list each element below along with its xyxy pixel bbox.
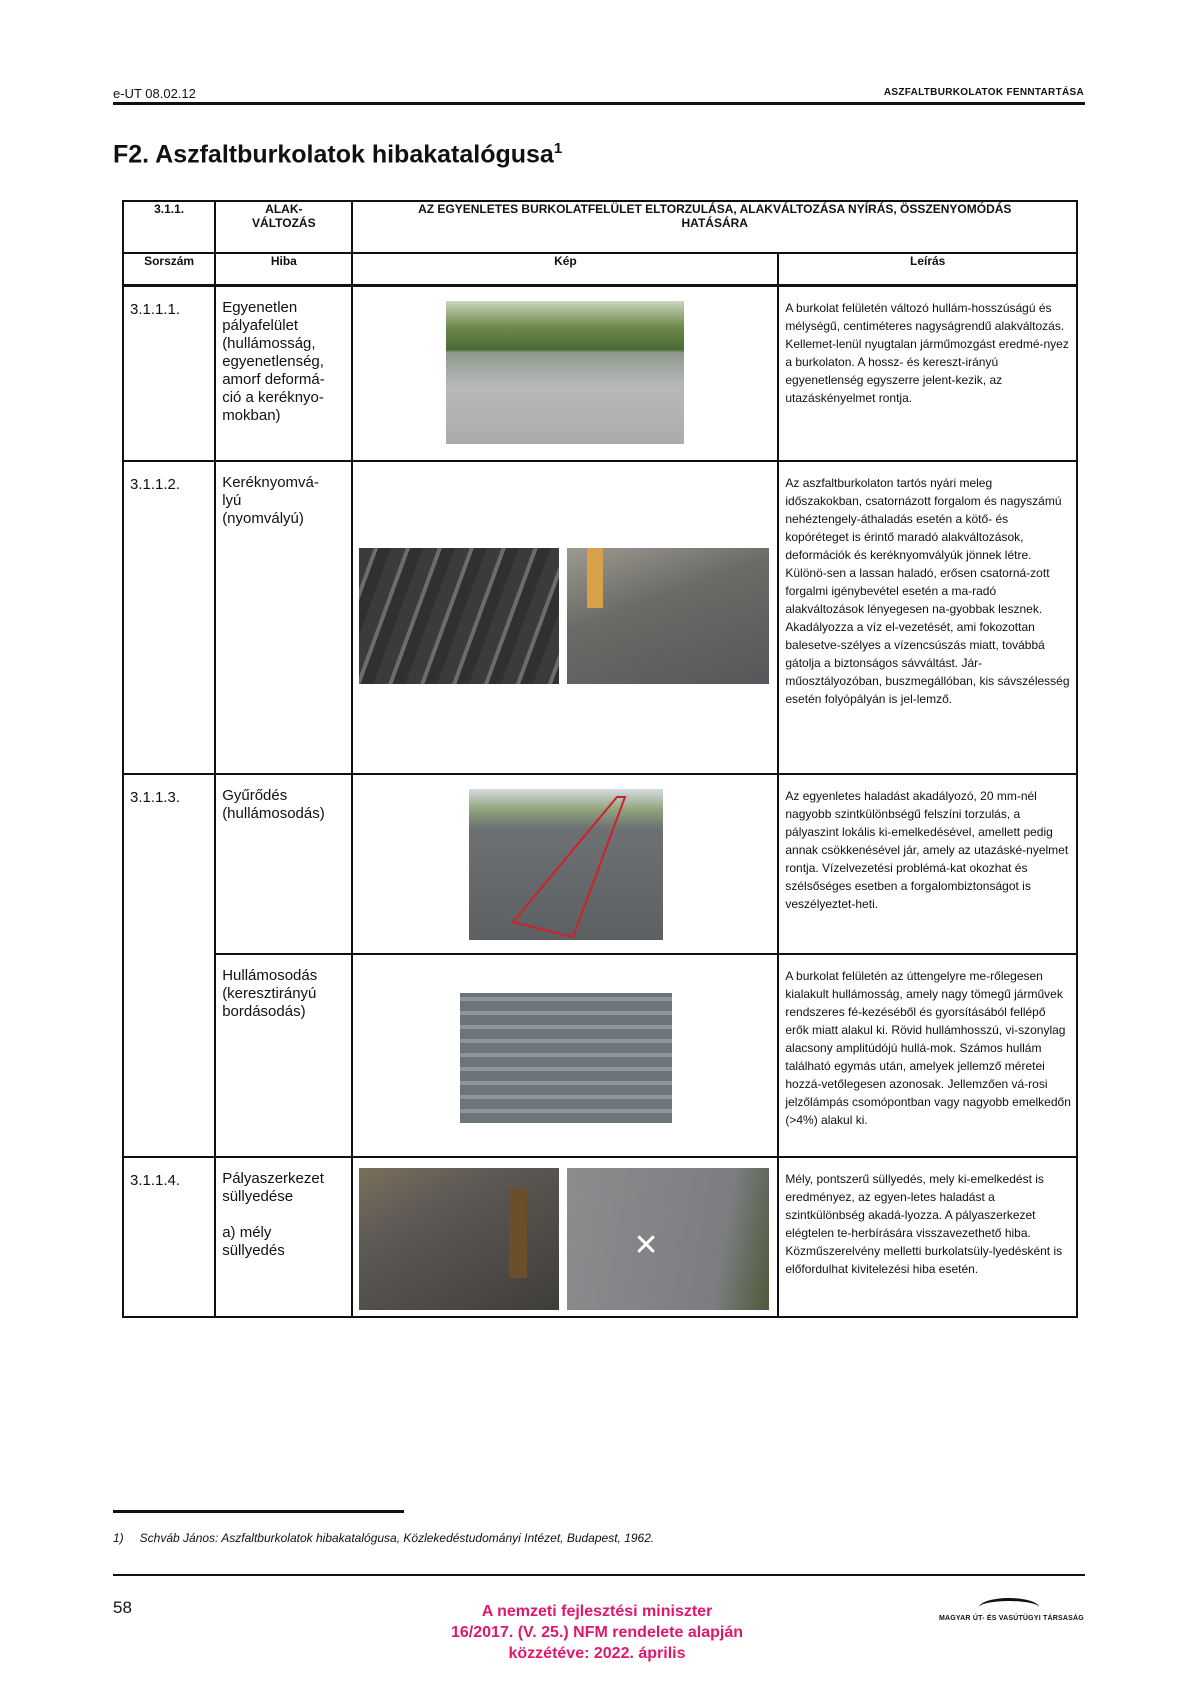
defect-catalog-table <box>122 200 1078 1318</box>
publication-line-1: A nemzeti fejlesztési miniszter <box>481 1603 713 1620</box>
group-category: ALAK- VÁLTOZÁS <box>215 201 352 253</box>
row-defect-name: Egyenetlen pályafelület (hullámosság, egyenetlenség, amorf deformá- ció a keréknyo- mokban) <box>215 286 352 461</box>
row-image-cell <box>352 774 778 954</box>
row-description: Mély, pontszerű süllyedés, mely ki-emelkedést is eredményez, az egyen-letes haladást a szintkülönbség akadá-lyozza. A pályaszerkezet elégtelen te-herbírására visszavezethető hiba. Közműszerelvény melletti burkolatsüly-lyedésként is előfordulhat kivitelezési hiba esetén. <box>778 1157 1077 1317</box>
col-header-sorszam: Sorszám <box>123 253 215 286</box>
row-description: A burkolat felületén az úttengelyre me-rőlegesen kialakult hullámosság, amely nagy tömegű járművek rendszeres fé-kezéséből és gyorsításából fellépő erők miatt alakul ki. Rövid hullámhosszú, vi-szonylag alacsony amplitúdójú hullá-mok. Számos hullám található egymás után, amelyek jellemző méretei hozzá-vetőlegesen azonosak. Jellemzően vá-rosi jelzőlámpás csomópontban vagy nagyobb emelkedőn (>4%) alakul ki. <box>778 954 1077 1157</box>
footer-rule <box>113 1574 1085 1576</box>
row-code: 3.1.1.4. <box>123 1157 215 1317</box>
row-code: 3.1.1.2. <box>123 461 215 774</box>
document-code: e-UT 08.02.12 <box>113 86 196 101</box>
publication-line-2: 16/2017. (V. 25.) NFM rendelete alapján <box>451 1624 743 1641</box>
footnote-ref[interactable]: 1 <box>553 140 563 157</box>
table-row <box>123 774 1077 954</box>
deep-settlement-photo-2 <box>567 1168 769 1310</box>
shoving-photo <box>469 789 663 940</box>
page-number: 58 <box>113 1598 132 1617</box>
page-title <box>113 140 562 169</box>
row-image-cell <box>352 1157 778 1317</box>
row-defect-name: Pályaszerkezet süllyedése a) mély süllyedés <box>215 1157 352 1317</box>
row-defect-name: Keréknyomvá- lyú (nyomvályú) <box>215 461 352 774</box>
table-row <box>123 461 1077 774</box>
paint-mark-glyph: ✕ <box>633 1228 659 1262</box>
table-row <box>123 954 1077 1157</box>
group-header-row <box>123 201 1077 253</box>
transverse-corrugation-photo <box>460 993 672 1123</box>
row-defect-name: Hullámosodás (keresztirányú bordásodás) <box>215 954 352 1157</box>
publication-line-3: közzétéve: 2022. április <box>508 1645 686 1662</box>
col-header-hiba: Hiba <box>215 253 352 286</box>
group-description: AZ EGYENLETES BURKOLATFELÜLET ELTORZULÁSA, ALAKVÁLTOZÁSA NYÍRÁS, ÖSSZENYOMÓDÁS HATÁSÁRA <box>352 201 1077 253</box>
footnote <box>113 1531 654 1545</box>
header-rule <box>113 102 1085 105</box>
society-logo <box>939 1598 1089 1628</box>
deep-settlement-photo-1 <box>359 1168 559 1310</box>
column-header-row <box>123 253 1077 286</box>
page-title-text: F2. Aszfaltburkolatok hibakatalógusa <box>113 140 554 169</box>
wheel-rut-photo-1 <box>359 548 559 684</box>
table-row <box>123 1157 1077 1317</box>
defect-outline-overlay <box>469 789 663 940</box>
col-header-leiras: Leírás <box>778 253 1077 286</box>
row-description: Az aszfaltburkolaton tartós nyári meleg időszakokban, csatornázott forgalom és nagyszámú nehéztengely-áthaladás esetén a kötő- és kopóréteget is érintő maradó alakváltozások, deformációk és keréknyomvályúk jönnek létre. Különö-sen a lassan haladó, erősen csatorná-zott forgalmi igénybevétel esetén a ma-radó alakváltozások lényegesen na-gyobbak lesznek. Akadályozza a víz el-vezetését, ami fokozottan balesetve-szélyes a vízencsúszás miatt, továbbá gátolja a biztonságos sávváltást. Jár-műosztályozóban, buszmegállóban, kis sávszélesség esetén folyópályán is jel-lemző. <box>778 461 1077 774</box>
footnote-rule <box>113 1510 404 1513</box>
row-image-cell <box>352 286 778 461</box>
publication-note <box>420 1601 774 1664</box>
table-row <box>123 286 1077 461</box>
running-header: ASZFALTBURKOLATOK FENNTARTÁSA <box>883 87 1084 98</box>
footnote-number: 1) <box>113 1531 124 1545</box>
wheel-rut-photo-2 <box>567 548 769 684</box>
col-header-kep: Kép <box>352 253 778 286</box>
row-description: Az egyenletes haladást akadályozó, 20 mm-nél nagyobb szintkülönbségű felszíni torzulás, a pályaszint lokális ki-emelkedésével, amellett pedig annak csökkenésével jár, amely az utazáské-nyelmet rontja. Vízelvezetési problémá-kat okozhat és szélsőséges esetben a forgalombiztonságot is veszélyeztet-heti. <box>778 774 1077 954</box>
group-code: 3.1.1. <box>123 201 215 253</box>
uneven-pavement-photo <box>446 301 684 444</box>
logo-text: MAGYAR ÚT- ÉS VASÚTÜGYI TÁRSASÁG <box>939 1615 1084 1622</box>
row-image-cell <box>352 461 778 774</box>
footnote-text: Schváb János: Aszfaltburkolatok hibakatalógusa, Közlekedéstudományi Intézet, Budapest, 1962. <box>139 1531 655 1545</box>
row-code: 3.1.1.3. <box>123 774 215 1157</box>
row-image-cell <box>352 954 778 1157</box>
row-defect-name: Gyűrődés (hullámosodás) <box>215 774 352 954</box>
row-description: A burkolat felületén változó hullám-hosszúságú és mélységű, centiméteres nagyságrendű alakváltozás. Kellemet-lenül nyugtalan járműmozgást eredmé-nyez a burkolaton. A hossz- és kereszt-irányú egyenetlenség egyszerre jelent-kezik, az utazáskényelmet rontja. <box>778 286 1077 461</box>
row-code: 3.1.1.1. <box>123 286 215 461</box>
